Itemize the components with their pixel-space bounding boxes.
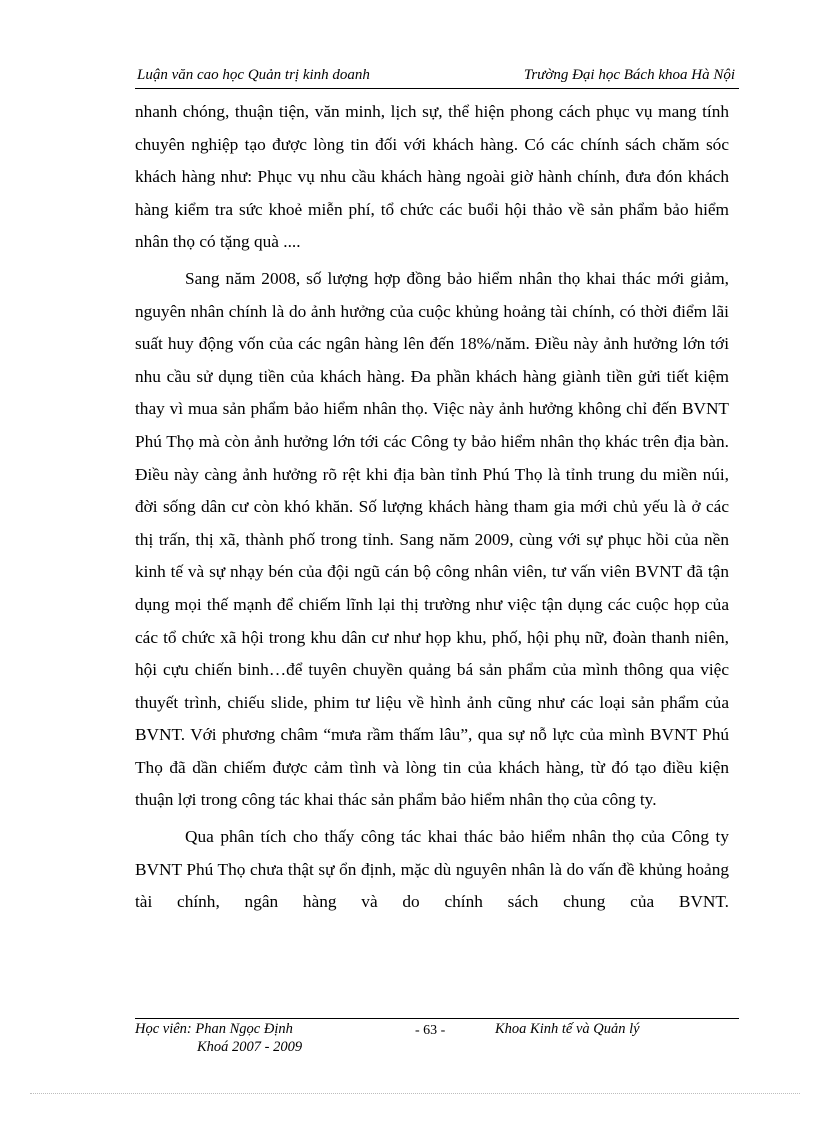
footer-department: Khoa Kinh tế và Quản lý	[495, 1021, 640, 1037]
footer-student: Học viên: Phan Ngọc Định	[135, 1021, 293, 1037]
header-thesis-title: Luận văn cao học Quản trị kinh doanh	[137, 67, 370, 83]
page-header	[135, 64, 739, 89]
page-footer	[135, 1018, 739, 1055]
paragraph-continued: nhanh chóng, thuận tiện, văn minh, lịch sự, thể hiện phong cách phục vụ mang tính chuyên nghiệp tạo được lòng tin đối với khách hàng. Có các chính sách chăm sóc khách hàng như: Phục vụ nhu cầu khách hàng ngoài giờ hành chính, đưa đón khách hàng kiểm tra sức khoẻ miễn phí, tổ chức các buổi hội thảo về sản phẩm bảo hiểm nhân thọ có tặng quà ....	[135, 102, 729, 252]
page-bottom-divider	[30, 1093, 800, 1094]
page-body	[135, 96, 729, 923]
paragraph-analysis: Qua phân tích cho thấy công tác khai thác bảo hiểm nhân thọ của Công ty BVNT Phú Thọ chưa thật sự ổn định, mặc dù nguyên nhân là do vấn đề khủng hoảng tài chính, ngân hàng và do chính sách chung của BVNT.	[135, 827, 729, 912]
header-university: Trường Đại học Bách khoa Hà Nội	[523, 67, 735, 83]
paragraph-2008-2009: Sang năm 2008, số lượng hợp đồng bảo hiểm nhân thọ khai thác mới giảm, nguyên nhân chính là do ảnh hưởng của cuộc khủng hoảng tài chính, có thời điểm lãi suất huy động vốn của các ngân hàng lên đến 18%/năm. Điều này ảnh hưởng lớn tới nhu cầu sử dụng tiền của khách hàng. Đa phần khách hàng giành tiền gửi tiết kiệm thay vì mua sản phẩm bảo hiểm nhân thọ. Việc này ảnh hưởng không chỉ đến BVNT Phú Thọ mà còn ảnh hưởng lớn tới các Công ty bảo hiểm nhân thọ khác trên địa bàn. Điều này càng ảnh hưởng rõ rệt khi địa bàn tỉnh Phú Thọ là tỉnh trung du miền núi, đời sống dân cư còn khó khăn. Số lượng khách hàng tham gia mới chủ yếu là ở các thị trấn, thị xã, thành phố trong tỉnh. Sang năm 2009, cùng với sự phục hồi của nền kinh tế và sự nhạy bén của đội ngũ cán bộ công nhân viên, tư vấn viên BVNT đã tận dụng mọi thế mạnh để chiếm lĩnh lại thị trường như việc tận dụng các cuộc họp của các tổ chức xã hội trong khu dân cư như họp khu, phố, hội phụ nữ, đoàn thanh niên, hội cựu chiến binh…để tuyên chuyền quảng bá sản phẩm của mình thông qua việc thuyết trình, chiếu slide, phim tư liệu về hình ảnh cũng như các loại sản phẩm của BVNT. Với phương châm “mưa rầm thấm lâu”, qua sự nỗ lực của mình BVNT Phú Thọ đã dần chiếm được cảm tình và lòng tin của khách hàng, từ đó tạo điều kiện thuận lợi trong công tác khai thác sản phẩm bảo hiểm nhân thọ của công ty.	[135, 268, 729, 810]
page-number: - 63 -	[415, 1023, 446, 1038]
footer-course: Khoá 2007 - 2009	[197, 1039, 303, 1055]
